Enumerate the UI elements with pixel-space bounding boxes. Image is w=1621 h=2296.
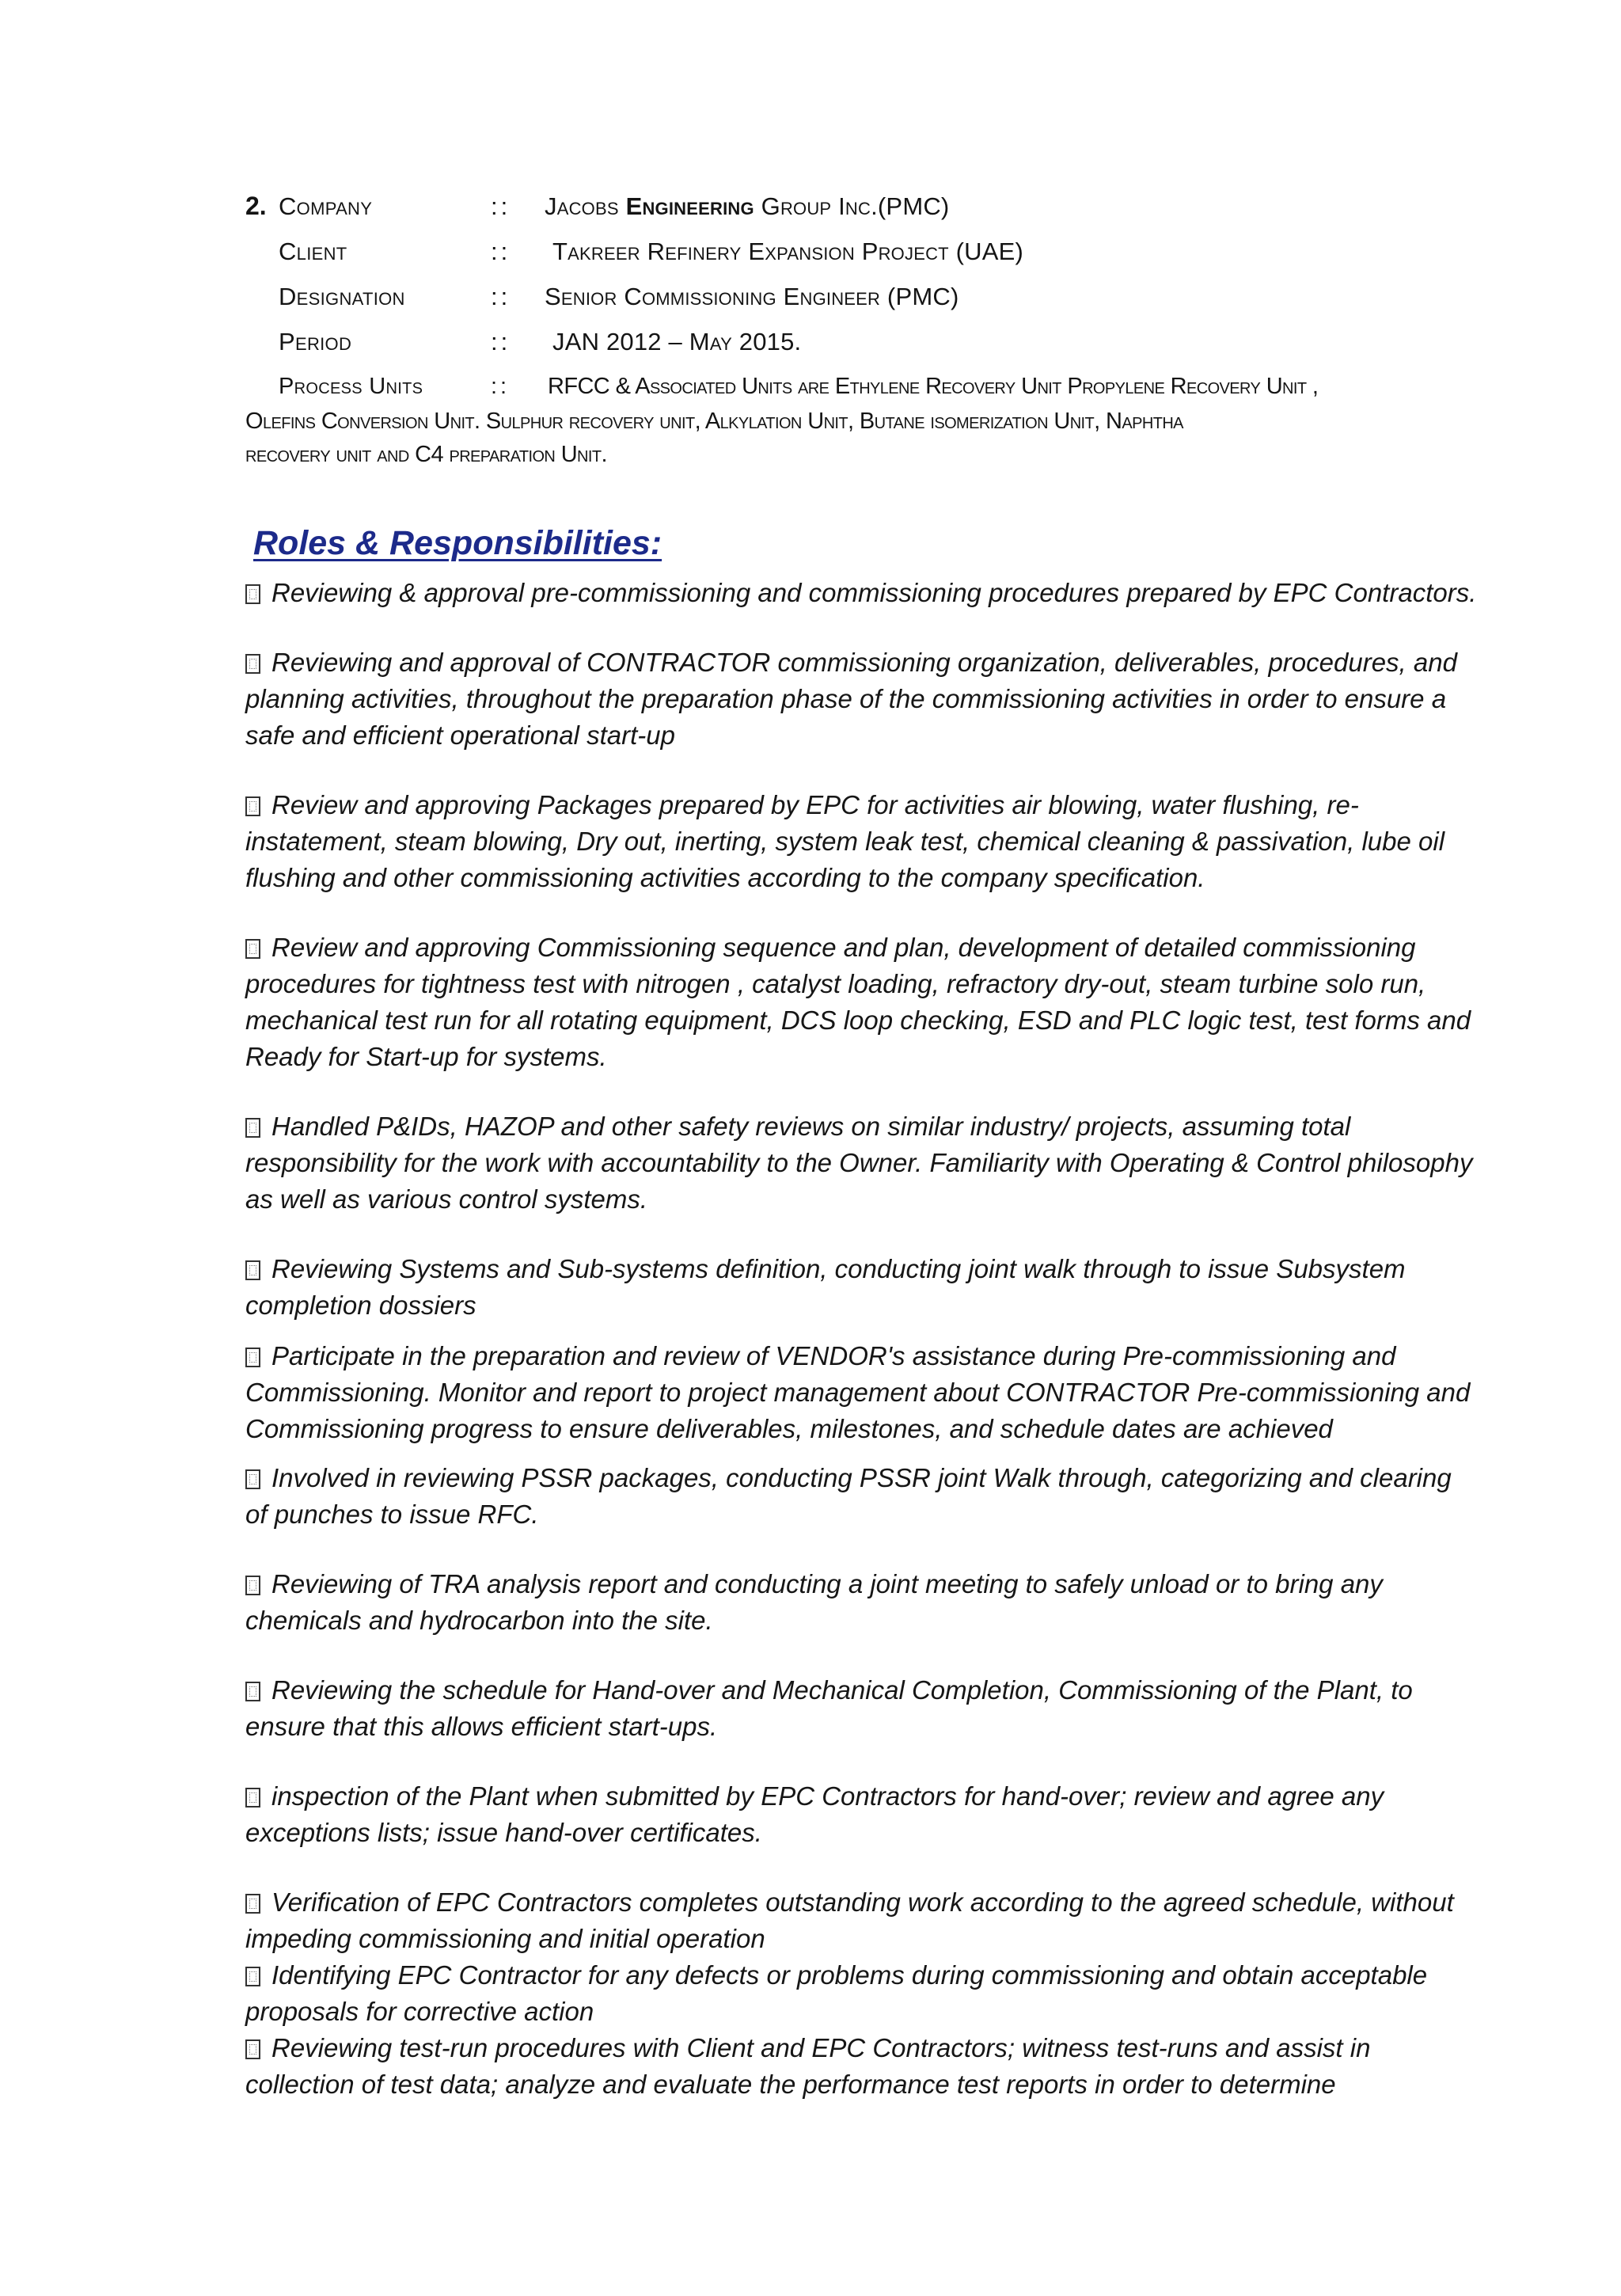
- checkbox-icon: [245, 2039, 260, 2059]
- separator: ::: [491, 328, 511, 355]
- list-item: inspection of the Plant when submitted by EPC Contractors for hand-over; review and agree any exceptions lists; issue hand-over certificates.: [245, 1781, 1384, 1847]
- list-item: Participate in the preparation and review of VENDOR's assistance during Pre-commissioning and Commissioning. Monitor and report to project management about CONTRACTOR Pre-commissioning and Commissioning progress to ensure deliverables, milestones, and schedule dates are achieved: [245, 1341, 1471, 1443]
- designation-row: [245, 274, 1480, 319]
- period-row: [245, 319, 1480, 364]
- list-item: Review and approving Packages prepared by EPC for activities air blowing, water flushing, re-instatement, steam blowing, Dry out, inerting, system leak test, chemical cleaning & passivation, lube oil flushing and other commissioning activities according to the company specification.: [245, 790, 1445, 892]
- list-item: Reviewing the schedule for Hand-over and Mechanical Completion, Commissioning of the Plant, to ensure that this allows efficient start-ups.: [245, 1675, 1413, 1741]
- separator: ::: [491, 238, 511, 265]
- list-item: Review and approving Commissioning sequence and plan, development of detailed commissioning procedures for tightness test with nitrogen , catalyst loading, refractory dry-out, steam turbine solo run, mechanical test run for all rotating equipment, DCS loop checking, ESD and PLC logic test, test forms and Ready for Start-up for systems.: [245, 933, 1471, 1071]
- process-units-value: RFCC & Associated Units are Ethylene Recovery Unit Propylene Recovery Unit ,: [548, 374, 1319, 399]
- company-value: Jacobs Engineering Group Inc.(PMC): [545, 192, 950, 220]
- checkbox-icon: [245, 584, 260, 604]
- list-item: Identifying EPC Contractor for any defects or problems during commissioning and obtain acceptable proposals for corrective action: [245, 1960, 1428, 2026]
- checkbox-icon: [245, 1967, 260, 1986]
- employment-header: [245, 184, 1480, 471]
- roles-section-title: Roles & Responsibilities:: [253, 524, 662, 562]
- list-item: Handled P&IDs, HAZOP and other safety reviews on similar industry/ projects, assuming total responsibility for the work with accountability to the Owner. Familiarity with Operating & Control philosophy as well as various control systems.: [245, 1112, 1473, 1214]
- separator: ::: [491, 283, 511, 310]
- list-item: Involved in reviewing PSSR packages, conducting PSSR joint Walk through, categorizing and clearing of punches to issue RFC.: [245, 1463, 1452, 1529]
- list-item: Reviewing & approval pre-commissioning and commissioning procedures prepared by EPC Contractors.: [245, 575, 1480, 611]
- client-value: Takreer Refinery Expansion Project (UAE): [552, 238, 1023, 265]
- checkbox-icon: [245, 654, 260, 674]
- checkbox-icon: [245, 1788, 260, 1808]
- period-label: Period: [279, 328, 352, 355]
- responsibilities-list: [245, 575, 1480, 2103]
- designation-value: Senior Commissioning Engineer (PMC): [545, 283, 959, 310]
- period-value: JAN 2012 – May 2015.: [552, 328, 802, 355]
- checkbox-icon: [245, 1469, 260, 1489]
- checkbox-icon: [245, 1576, 260, 1595]
- checkbox-icon: [245, 939, 260, 959]
- separator: ::: [491, 192, 511, 220]
- client-row: [245, 229, 1480, 274]
- checkbox-icon: [245, 1894, 260, 1914]
- list-item: Reviewing of TRA analysis report and conducting a joint meeting to safely unload or to bring any chemicals and hydrocarbon into the site.: [245, 1569, 1383, 1635]
- entry-number: 2.: [245, 192, 267, 220]
- checkbox-icon: [245, 796, 260, 816]
- company-label: Company: [279, 192, 373, 220]
- list-item: Reviewing and approval of CONTRACTOR commissioning organization, deliverables, procedures, and planning activities, throughout the preparation phase of the commissioning activities in order to ensure a safe and efficient operational start-up: [245, 648, 1457, 750]
- separator: ::: [491, 374, 511, 399]
- process-units-row: [245, 369, 1480, 405]
- process-units-continued: [245, 405, 1480, 471]
- list-item: Reviewing test-run procedures with Client and EPC Contractors; witness test-runs and assist in collection of test data; analyze and evaluate the performance test reports in order to determine: [245, 2033, 1371, 2099]
- process-units-line-3: recovery unit and C4 preparation Unit.: [245, 442, 607, 467]
- process-units-line-2: Olefins Conversion Unit. Sulphur recovery unit, Alkylation Unit, Butane isomerization Unit, Naphtha: [245, 409, 1183, 434]
- checkbox-icon: [245, 1682, 260, 1701]
- list-item: Reviewing Systems and Sub-systems definition, conducting joint walk through to issue Subsystem completion dossiers: [245, 1254, 1406, 1320]
- checkbox-icon: [245, 1260, 260, 1280]
- company-row: [245, 184, 1480, 229]
- process-units-label: Process Units: [279, 374, 423, 399]
- list-item: Verification of EPC Contractors completes outstanding work according to the agreed schedule, without impeding commissioning and initial operation: [245, 1887, 1454, 1953]
- checkbox-icon: [245, 1118, 260, 1138]
- checkbox-icon: [245, 1348, 260, 1367]
- client-label: Client: [279, 238, 347, 265]
- designation-label: Designation: [279, 283, 405, 310]
